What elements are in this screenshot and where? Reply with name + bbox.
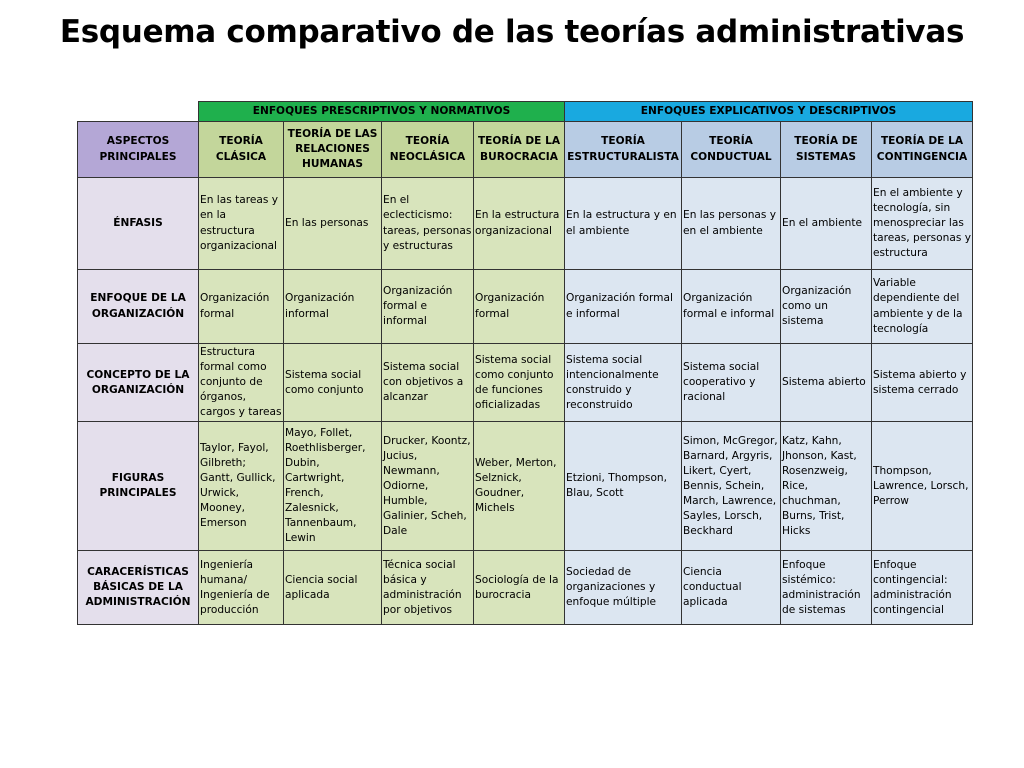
table-cell: En las personas y en el ambiente (682, 178, 781, 270)
table-cell: En las personas (284, 178, 382, 270)
table-cell: Organización formal e informal (682, 270, 781, 344)
comparison-table (77, 101, 973, 625)
column-header-row (78, 122, 973, 178)
aspects-header: ASPECTOS PRINCIPALES (78, 122, 199, 178)
table-cell: Drucker, Koontz, Jucius, Newmann, Odiorne, Humble, Galinier, Scheh, Dale (382, 422, 474, 551)
table-cell: Organización formal (199, 270, 284, 344)
table-cell: Sistema social cooperativo y racional (682, 344, 781, 422)
table-cell: En el ambiente y tecnología, sin menospreciar las tareas, personas y estructura (872, 178, 973, 270)
table-cell: Weber, Merton, Selznick, Goudner, Michels (474, 422, 565, 551)
column-header: TEORÍA CONDUCTUAL (682, 122, 781, 178)
column-header: TEORÍA DE LAS RELACIONES HUMANAS (284, 122, 382, 178)
table-cell: Simon, McGregor, Barnard, Argyris, Likert, Cyert, Bennis, Schein, March, Lawrence, Sayles, Lorsch, Beckhard (682, 422, 781, 551)
table-cell: Sociología de la burocracia (474, 551, 565, 625)
table-cell: Organización formal (474, 270, 565, 344)
table-cell: Sociedad de organizaciones y enfoque múltiple (565, 551, 682, 625)
column-header: TEORÍA DE SISTEMAS (781, 122, 872, 178)
column-header: TEORÍA DE LA BUROCRACIA (474, 122, 565, 178)
column-header: TEORÍA NEOCLÁSICA (382, 122, 474, 178)
table-cell: Thompson, Lawrence, Lorsch, Perrow (872, 422, 973, 551)
table-row (78, 422, 973, 551)
table-cell: Organización informal (284, 270, 382, 344)
column-header: TEORÍA DE LA CONTINGENCIA (872, 122, 973, 178)
row-header: FIGURAS PRINCIPALES (78, 422, 199, 551)
table-row (78, 344, 973, 422)
table-cell: Organización formal e informal (382, 270, 474, 344)
group-header-prescriptive: ENFOQUES PRESCRIPTIVOS Y NORMATIVOS (199, 102, 565, 122)
table-cell: Sistema social como conjunto (284, 344, 382, 422)
table-cell: En el eclecticismo: tareas, personas y estructuras (382, 178, 474, 270)
page-title: Esquema comparativo de las teorías administrativas (59, 14, 965, 50)
table-cell: Organización como un sistema (781, 270, 872, 344)
table-cell: En la estructura y en el ambiente (565, 178, 682, 270)
table-cell: Sistema abierto (781, 344, 872, 422)
table-cell: En la estructura organizacional (474, 178, 565, 270)
table-cell: Sistema social con objetivos a alcanzar (382, 344, 474, 422)
table-cell: Enfoque contingencial: administración contingencial (872, 551, 973, 625)
table-cell: Sistema social como conjunto de funciones oficializadas (474, 344, 565, 422)
table-row (78, 178, 973, 270)
table-cell: Etzioni, Thompson, Blau, Scott (565, 422, 682, 551)
table-row (78, 270, 973, 344)
row-header: ENFOQUE DE LA ORGANIZACIÓN (78, 270, 199, 344)
table-cell: Ciencia conductual aplicada (682, 551, 781, 625)
table-cell: Katz, Kahn, Jhonson, Kast, Rosenzweig, Rice, chuchman, Burns, Trist, Hicks (781, 422, 872, 551)
table-cell: Estructura formal como conjunto de órganos, cargos y tareas (199, 344, 284, 422)
table-cell: Técnica social básica y administración por objetivos (382, 551, 474, 625)
table-cell: Ingeniería humana/ Ingeniería de producción (199, 551, 284, 625)
row-header: ÉNFASIS (78, 178, 199, 270)
table-cell: En las tareas y en la estructura organizacional (199, 178, 284, 270)
table-row (78, 551, 973, 625)
table-cell: Mayo, Follet, Roethlisberger, Dubin, Cartwright, French, Zalesnick, Tannenbaum, Lewin (284, 422, 382, 551)
group-header-row (78, 102, 973, 122)
column-header: TEORÍA ESTRUCTURALISTA (565, 122, 682, 178)
column-header: TEORÍA CLÁSICA (199, 122, 284, 178)
table-cell: Ciencia social aplicada (284, 551, 382, 625)
table-cell: Taylor, Fayol, Gilbreth; Gantt, Gullick, Urwick, Mooney, Emerson (199, 422, 284, 551)
table-cell: Sistema abierto y sistema cerrado (872, 344, 973, 422)
group-header-explanatory: ENFOQUES EXPLICATIVOS Y DESCRIPTIVOS (565, 102, 973, 122)
table-cell: Variable dependiente del ambiente y de la tecnología (872, 270, 973, 344)
table-cell: En el ambiente (781, 178, 872, 270)
blank-corner (78, 102, 199, 122)
table-cell: Organización formal e informal (565, 270, 682, 344)
table-cell: Enfoque sistémico: administración de sistemas (781, 551, 872, 625)
row-header: CONCEPTO DE LA ORGANIZACIÓN (78, 344, 199, 422)
table-cell: Sistema social intencionalmente construido y reconstruido (565, 344, 682, 422)
row-header: CARACERÍSTICAS BÁSICAS DE LA ADMINISTRACIÓN (78, 551, 199, 625)
